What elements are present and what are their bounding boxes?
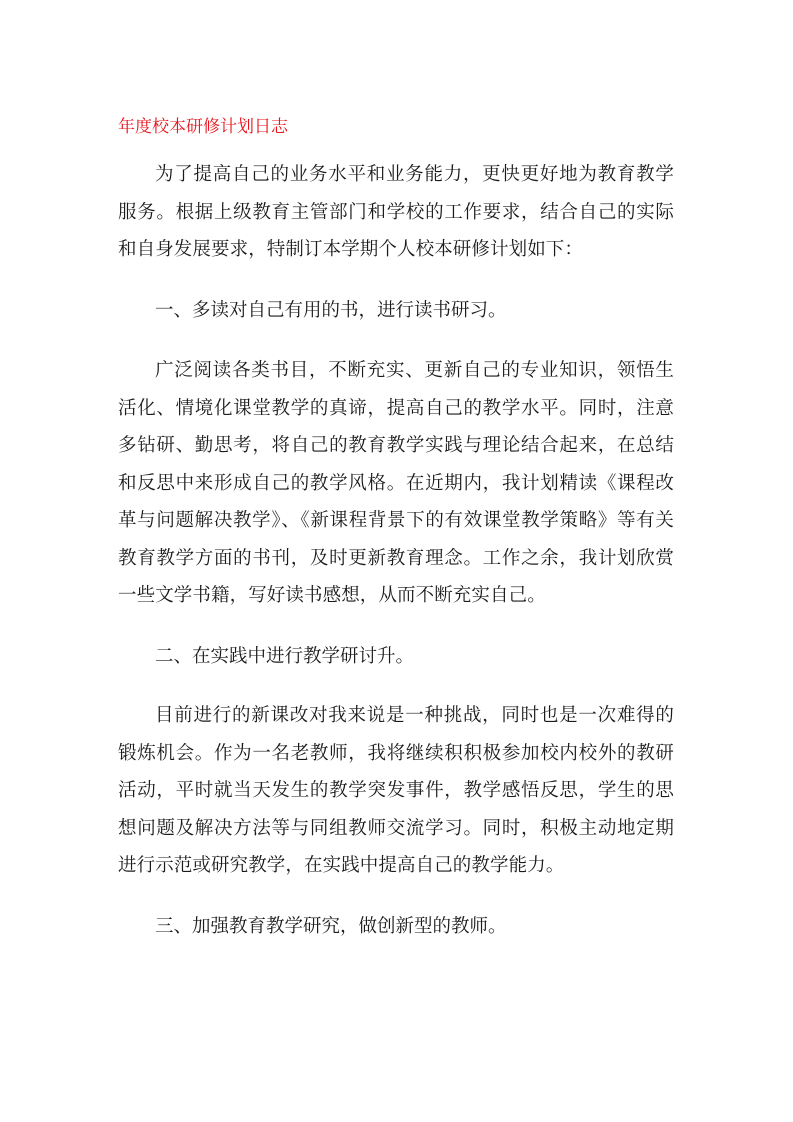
intro-paragraph: 为了提高自己的业务水平和业务能力，更快更好地为教育教学服务。根据上级教育主管部门和学校的工作要求，结合自己的实际和自身发展要求，特制订本学期个人校本研修计划如下： [118,164,674,260]
section-1-heading: 一、多读对自己有用的书，进行读书研习。 [155,300,507,321]
section-2-heading: 二、在实践中进行教学研讨升。 [155,646,415,667]
section-2-body: 目前进行的新课改对我来说是一种挑战，同时也是一次难得的锻炼机会。作为一名老教师，我将继续积积极参加校内校外的教研活动，平时就当天发生的教学突发事件，教学感悟反思，学生的思想问题及解决方法等与同组教师交流学习。同时，积极主动地定期进行示范或研究教学，在实践中提高自己的教学能力。 [118,705,674,876]
section-3-heading: 三、加强教育教学研究，做创新型的教师。 [155,916,507,937]
section-1-body: 广泛阅读各类书目，不断充实、更新自己的专业知识，领悟生活化、情境化课堂教学的真谛，提高自己的教学水平。同时，注意多钻研、勤思考，将自己的教育教学实践与理论结合起来，在总结和反思中来形成自己的教学风格。在近期内，我计划精读《课程改革与问题解决教学》、《新课程背景下的有效课堂教学策略》等有关教育教学方面的书刊，及时更新教育理念。工作之余，我计划欣赏一些文学书籍，写好读书感想，从而不断充实自己。 [118,360,674,606]
document-title: 年度校本研修计划日志 [118,117,288,137]
